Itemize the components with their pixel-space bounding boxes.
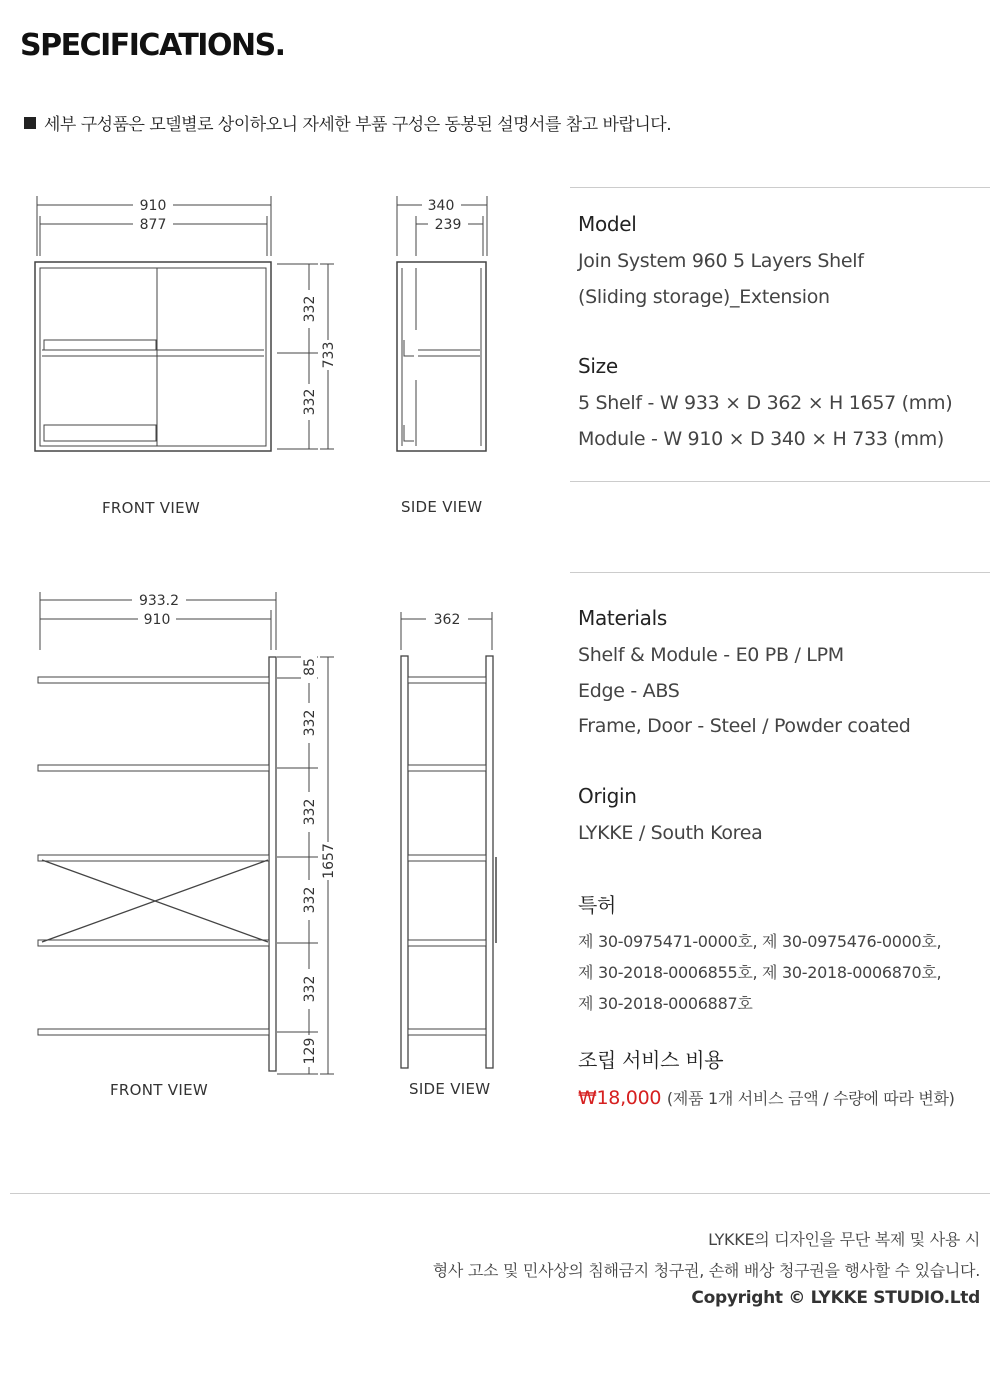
spec-model-heading: Model — [578, 212, 637, 236]
dim-shelf-width-inner: 910 — [143, 612, 171, 628]
shelf-side-drawing — [401, 612, 496, 1068]
spec-patent-line2: 제 30-2018-0006855호, 제 30-2018-0006870호, — [578, 963, 942, 982]
spec-model — [578, 212, 864, 315]
spec-service — [578, 1044, 955, 1117]
dim-shelf-height-bottom: 129 — [302, 1037, 318, 1065]
divider-mid-2 — [570, 572, 990, 573]
spec-materials-line2: Edge - ABS — [578, 679, 680, 702]
dim-side-depth-outer: 340 — [427, 198, 455, 214]
dim-module-width-inner: 877 — [139, 217, 167, 233]
service-note: (제품 1개 서비스 금액 / 수량에 따라 변화) — [666, 1089, 955, 1108]
spec-materials — [578, 606, 911, 745]
divider-footer — [10, 1193, 990, 1194]
dim-shelf-height-3: 332 — [302, 886, 318, 914]
spec-size-line2: Module - W 910 × D 340 × H 733 (mm) — [578, 427, 945, 450]
spec-patent — [578, 889, 941, 1019]
module-front-view-label: FRONT VIEW — [102, 499, 201, 517]
spec-materials-line1: Shelf & Module - E0 PB / LPM — [578, 644, 844, 666]
notice-text: 세부 구성품은 모델별로 상이하오니 자세한 부품 구성은 동봉된 설명서를 참고 바랍니다. — [44, 115, 672, 135]
dim-shelf-depth: 362 — [433, 612, 461, 628]
shelf-front-drawing — [38, 592, 334, 1074]
divider-top — [570, 187, 990, 188]
spec-patent-line3: 제 30-2018-0006887호 — [578, 994, 753, 1013]
service-price: ₩18,000 — [578, 1087, 662, 1109]
dim-shelf-height-top: 85 — [302, 658, 318, 676]
page-title: SPECIFICATIONS. — [20, 28, 285, 63]
spec-patent-heading: 특허 — [578, 893, 617, 917]
module-front-drawing — [35, 196, 334, 451]
spec-materials-heading: Materials — [578, 606, 667, 630]
dim-shelf-height-4: 332 — [302, 975, 318, 1003]
dim-module-height-lower: 332 — [302, 388, 318, 416]
shelf-side-view-label: SIDE VIEW — [409, 1080, 491, 1098]
dim-shelf-height-2: 332 — [302, 798, 318, 826]
footer-line1: LYKKE의 디자인을 무단 복제 및 사용 시 — [708, 1230, 980, 1249]
dim-module-height-total: 733 — [321, 341, 337, 369]
dim-shelf-width-outer: 933.2 — [138, 593, 180, 609]
divider-mid-1 — [570, 481, 990, 482]
spec-size — [578, 354, 952, 457]
spec-size-line1: 5 Shelf - W 933 × D 362 × H 1657 (mm) — [578, 392, 953, 414]
spec-origin-heading: Origin — [578, 784, 637, 808]
footer-copyright: Copyright © LYKKE STUDIO.Ltd — [691, 1288, 980, 1308]
dim-module-height-upper: 332 — [302, 295, 318, 323]
dim-module-width-outer: 910 — [139, 198, 167, 214]
spec-patent-line1: 제 30-0975471-0000호, 제 30-0975476-0000호, — [578, 932, 942, 951]
spec-model-line1: Join System 960 5 Layers Shelf — [578, 250, 864, 272]
module-side-view-label: SIDE VIEW — [401, 498, 483, 516]
module-side-drawing — [397, 196, 487, 451]
spec-service-heading: 조립 서비스 비용 — [578, 1048, 724, 1072]
spec-origin-line1: LYKKE / South Korea — [578, 822, 763, 844]
footer-line2: 형사 고소 및 민사상의 침해금지 청구권, 손해 배상 청구권을 행사할 수 있습니다. — [432, 1261, 980, 1280]
dim-shelf-height-1: 332 — [302, 709, 318, 737]
spec-model-line2: (Sliding storage)_Extension — [578, 285, 830, 308]
shelf-front-view-label: FRONT VIEW — [110, 1081, 209, 1099]
dim-side-depth-inner: 239 — [434, 217, 462, 233]
spec-materials-line3: Frame, Door - Steel / Powder coated — [578, 715, 911, 737]
spec-origin — [578, 784, 763, 852]
dim-shelf-height-total: 1657 — [321, 843, 337, 879]
spec-size-heading: Size — [578, 354, 618, 378]
